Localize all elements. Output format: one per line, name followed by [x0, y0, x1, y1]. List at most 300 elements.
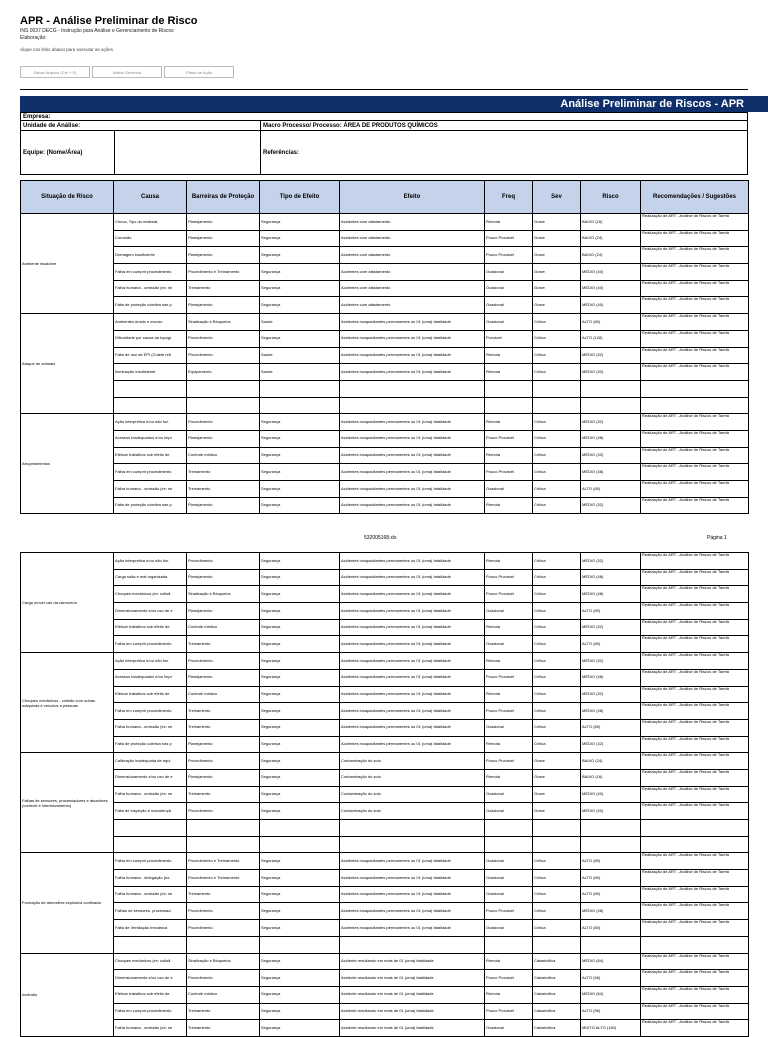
risk-cell[interactable]	[581, 936, 641, 953]
effect-cell[interactable]: Acidentes incapacitantes permanentes ou 01 (uma) fatalidade	[340, 447, 485, 464]
barrier-cell[interactable]: Planejamento	[187, 247, 260, 264]
effect-cell[interactable]	[340, 836, 485, 853]
risk-cell[interactable]: MUITO ALTO (160)	[581, 1020, 641, 1037]
severity-cell[interactable]: Crítica	[533, 903, 581, 920]
effect-type-cell[interactable]: Segurança	[260, 986, 340, 1003]
risk-cell[interactable]: MÉDIO (32)	[581, 364, 641, 381]
severity-cell[interactable]	[533, 936, 581, 953]
frequency-cell[interactable]: Remota	[485, 414, 533, 431]
severity-cell[interactable]: Crítica	[533, 430, 581, 447]
severity-cell[interactable]: Grave	[533, 803, 581, 820]
effect-type-cell[interactable]: Segurança	[260, 447, 340, 464]
recommendation-cell[interactable]: Realização de ART - Análise de Riscos de Tarefa	[641, 230, 749, 247]
barrier-cell[interactable]: Controle médico	[187, 686, 260, 703]
cause-cell[interactable]: Falta de Ventilação mecânica	[114, 920, 187, 937]
recommendation-cell[interactable]: Realização de ART - Análise de Riscos de Tarefa	[641, 686, 749, 703]
effect-type-cell[interactable]: Segurança	[260, 703, 340, 720]
frequency-cell[interactable]: Remota	[485, 214, 533, 231]
barrier-cell[interactable]: Procedimento	[187, 920, 260, 937]
barrier-cell[interactable]	[187, 397, 260, 414]
effect-cell[interactable]: Acidentes incapacitantes permanentes ou 01 (uma) fatalidade	[340, 736, 485, 753]
frequency-cell[interactable]: Ocasional	[485, 870, 533, 887]
barrier-cell[interactable]: Planejamento	[187, 769, 260, 786]
risk-cell[interactable]: ALTO (96)	[581, 970, 641, 987]
barrier-cell[interactable]: Procedimento e Treinamento	[187, 264, 260, 281]
barrier-cell[interactable]: Controle médico	[187, 986, 260, 1003]
risk-cell[interactable]: MÉDIO (48)	[581, 586, 641, 603]
risk-cell[interactable]: MÉDIO (32)	[581, 736, 641, 753]
recommendation-cell[interactable]: Realização de ART - Análise de Riscos de Tarefa	[641, 920, 749, 937]
risk-cell[interactable]: ALTO (80)	[581, 853, 641, 870]
barrier-cell[interactable]: Controle médico	[187, 619, 260, 636]
effect-type-cell[interactable]: Segurança	[260, 803, 340, 820]
barrier-cell[interactable]: Procedimento	[187, 653, 260, 670]
severity-cell[interactable]: Crítica	[533, 569, 581, 586]
recommendation-cell[interactable]: Realização de ART - Análise de Riscos de Tarefa	[641, 953, 749, 970]
frequency-cell[interactable]: Ocasional	[485, 636, 533, 653]
cause-cell[interactable]: Falha em cumprir procedimento	[114, 703, 187, 720]
severity-cell[interactable]	[533, 380, 581, 397]
generic-matrix-button[interactable]: Matriz Genérica	[92, 66, 162, 78]
severity-cell[interactable]: Crítica	[533, 653, 581, 670]
frequency-cell[interactable]: Remota	[485, 447, 533, 464]
recommendation-cell[interactable]: Realização de ART - Análise de Riscos de Tarefa	[641, 1003, 749, 1020]
action-plan-button[interactable]: Plano de Ação	[164, 66, 234, 78]
effect-type-cell[interactable]: Segurança	[260, 853, 340, 870]
severity-cell[interactable]: Crítica	[533, 330, 581, 347]
severity-cell[interactable]: Crítica	[533, 686, 581, 703]
recommendation-cell[interactable]: Realização de ART - Análise de Riscos de Tarefa	[641, 719, 749, 736]
effect-cell[interactable]: Acidente resultando em mais de 01 (uma) fatalidade	[340, 1020, 485, 1037]
recommendation-cell[interactable]: Realização de ART - Análise de Riscos de Tarefa	[641, 1020, 749, 1037]
severity-cell[interactable]: Crítica	[533, 719, 581, 736]
effect-type-cell[interactable]: Segurança	[260, 247, 340, 264]
recommendation-cell[interactable]: Realização de ART - Análise de Riscos de Tarefa	[641, 214, 749, 231]
barrier-cell[interactable]: Sinalização e Bloqueios	[187, 314, 260, 331]
barrier-cell[interactable]: Treinamento	[187, 1020, 260, 1037]
recommendation-cell[interactable]: Realização de ART - Análise de Riscos de Tarefa	[641, 553, 749, 570]
risk-cell[interactable]: MÉDIO (32)	[581, 553, 641, 570]
cause-cell[interactable]	[114, 380, 187, 397]
frequency-cell[interactable]: Ocasional	[485, 1020, 533, 1037]
severity-cell[interactable]	[533, 397, 581, 414]
cause-cell[interactable]: Dimensionamento e/ou uso de e	[114, 769, 187, 786]
severity-cell[interactable]: Grave	[533, 280, 581, 297]
risk-cell[interactable]: MÉDIO (40)	[581, 297, 641, 314]
recommendation-cell[interactable]: Realização de ART - Análise de Riscos de Tarefa	[641, 619, 749, 636]
frequency-cell[interactable]	[485, 936, 533, 953]
effect-type-cell[interactable]: Segurança	[260, 569, 340, 586]
effect-type-cell[interactable]: Saúde	[260, 347, 340, 364]
situation-cell[interactable]: Choques mecânicos - colisão com outras máquinas e veículos a pessoas	[21, 653, 114, 753]
cause-cell[interactable]: Falta de inspeção e manutençã	[114, 803, 187, 820]
effect-cell[interactable]: Acidentes incapacitantes permanentes ou 01 (uma) fatalidade	[340, 920, 485, 937]
severity-cell[interactable]: Crítica	[533, 347, 581, 364]
barrier-cell[interactable]: Treinamento	[187, 464, 260, 481]
cause-cell[interactable]: Falha em cumprir procedimento	[114, 636, 187, 653]
recommendation-cell[interactable]: Realização de ART - Análise de Riscos de Tarefa	[641, 314, 749, 331]
effect-type-cell[interactable]: Segurança	[260, 786, 340, 803]
effect-type-cell[interactable]: Segurança	[260, 280, 340, 297]
effect-type-cell[interactable]: Segurança	[260, 686, 340, 703]
barrier-cell[interactable]	[187, 820, 260, 837]
cause-cell[interactable]: Falha humana - delegação (ex:	[114, 870, 187, 887]
severity-cell[interactable]: Grave	[533, 753, 581, 770]
effect-type-cell[interactable]	[260, 936, 340, 953]
recommendation-cell[interactable]: Realização de ART - Análise de Riscos de Tarefa	[641, 430, 749, 447]
recommendation-cell[interactable]: Realização de ART - Análise de Riscos de Tarefa	[641, 569, 749, 586]
severity-cell[interactable]: Grave	[533, 230, 581, 247]
severity-cell[interactable]	[533, 836, 581, 853]
risk-cell[interactable]: ALTO (80)	[581, 603, 641, 620]
frequency-cell[interactable]: Ocasional	[485, 280, 533, 297]
recommendation-cell[interactable]: Realização de ART - Análise de Riscos de Tarefa	[641, 497, 749, 514]
recommendation-cell[interactable]	[641, 397, 749, 414]
recommendation-cell[interactable]: Realização de ART - Análise de Riscos de Tarefa	[641, 703, 749, 720]
risk-cell[interactable]: BAIXO (16)	[581, 214, 641, 231]
frequency-cell[interactable]: Pouco Provável	[485, 1003, 533, 1020]
cause-cell[interactable]: Dimensionamento e/ou uso de e	[114, 970, 187, 987]
frequency-cell[interactable]: Remota	[485, 986, 533, 1003]
recommendation-cell[interactable]	[641, 836, 749, 853]
barrier-cell[interactable]: Equipamento	[187, 364, 260, 381]
recommendation-cell[interactable]: Realização de ART - Análise de Riscos de Tarefa	[641, 886, 749, 903]
recommendation-cell[interactable]: Realização de ART - Análise de Riscos de Tarefa	[641, 870, 749, 887]
frequency-cell[interactable]: Remota	[485, 736, 533, 753]
frequency-cell[interactable]: Ocasional	[485, 314, 533, 331]
effect-cell[interactable]: Acidente resultando em mais de 01 (uma) fatalidade	[340, 986, 485, 1003]
barrier-cell[interactable]: Treinamento	[187, 703, 260, 720]
severity-cell[interactable]: Crítica	[533, 736, 581, 753]
severity-cell[interactable]: Crítica	[533, 636, 581, 653]
risk-cell[interactable]: BAIXO (24)	[581, 247, 641, 264]
cause-cell[interactable]: Ação interpretiva e/ou não fun	[114, 414, 187, 431]
effect-cell[interactable]: Acidentes incapacitantes permanentes ou 01 (uma) fatalidade	[340, 719, 485, 736]
frequency-cell[interactable]: Ocasional	[485, 603, 533, 620]
effect-cell[interactable]: Acidentes com afastamento	[340, 264, 485, 281]
recommendation-cell[interactable]: Realização de ART - Análise de Riscos de Tarefa	[641, 736, 749, 753]
frequency-cell[interactable]: Remota	[485, 953, 533, 970]
frequency-cell[interactable]	[485, 380, 533, 397]
frequency-cell[interactable]: Remota	[485, 497, 533, 514]
severity-cell[interactable]: Crítica	[533, 619, 581, 636]
effect-type-cell[interactable]: Segurança	[260, 497, 340, 514]
effect-type-cell[interactable]	[260, 820, 340, 837]
barrier-cell[interactable]: Procedimento	[187, 803, 260, 820]
effect-cell[interactable]: Acidentes incapacitantes permanentes ou 01 (uma) fatalidade	[340, 497, 485, 514]
barrier-cell[interactable]: Procedimento e Treinamento	[187, 853, 260, 870]
barrier-cell[interactable]: Procedimento	[187, 753, 260, 770]
severity-cell[interactable]: Crítica	[533, 553, 581, 570]
severity-cell[interactable]: Crítica	[533, 853, 581, 870]
frequency-cell[interactable]: Pouco Provável	[485, 247, 533, 264]
frequency-cell[interactable]: Pouco Provável	[485, 703, 533, 720]
risk-cell[interactable]: MÉDIO (48)	[581, 703, 641, 720]
effect-cell[interactable]: Acidentes incapacitantes permanentes ou 01 (uma) fatalidade	[340, 553, 485, 570]
effect-type-cell[interactable]: Segurança	[260, 586, 340, 603]
effect-cell[interactable]	[340, 936, 485, 953]
barrier-cell[interactable]	[187, 380, 260, 397]
barrier-cell[interactable]: Treinamento	[187, 280, 260, 297]
cause-cell[interactable]: Falha humana - omissão (ex: ne	[114, 719, 187, 736]
frequency-cell[interactable]: Ocasional	[485, 264, 533, 281]
risk-cell[interactable]: MÉDIO (40)	[581, 280, 641, 297]
effect-type-cell[interactable]: Segurança	[260, 719, 340, 736]
cause-cell[interactable]: Efetuar trabalhos sob efeito de	[114, 619, 187, 636]
risk-cell[interactable]	[581, 380, 641, 397]
effect-cell[interactable]: Acidentes com afastamento	[340, 230, 485, 247]
effect-type-cell[interactable]	[260, 397, 340, 414]
situation-cell[interactable]: Atropelamentos	[21, 414, 114, 514]
recommendation-cell[interactable]: Realização de ART - Análise de Riscos de Tarefa	[641, 786, 749, 803]
cause-cell[interactable]: Choques mecânicos (ex: colisã	[114, 586, 187, 603]
effect-cell[interactable]: Contaminação do solo	[340, 786, 485, 803]
effect-type-cell[interactable]: Segurança	[260, 481, 340, 498]
recommendation-cell[interactable]: Realização de ART - Análise de Riscos de Tarefa	[641, 297, 749, 314]
barrier-cell[interactable]: Treinamento	[187, 636, 260, 653]
severity-cell[interactable]: Crítica	[533, 447, 581, 464]
frequency-cell[interactable]: Ocasional	[485, 886, 533, 903]
effect-cell[interactable]: Acidentes incapacitantes permanentes ou 01 (uma) fatalidade	[340, 314, 485, 331]
frequency-cell[interactable]	[485, 836, 533, 853]
effect-type-cell[interactable]: Saúde	[260, 364, 340, 381]
frequency-cell[interactable]: Pouco Provável	[485, 753, 533, 770]
situation-cell[interactable]: Falhas de sensores, processadores e atuadores (controle e intertravamento)	[21, 753, 114, 853]
effect-cell[interactable]: Acidentes incapacitantes permanentes ou 01 (uma) fatalidade	[340, 886, 485, 903]
cause-cell[interactable]	[114, 836, 187, 853]
severity-cell[interactable]: Catastrófica	[533, 970, 581, 987]
effect-cell[interactable]: Acidentes com afastamento	[340, 280, 485, 297]
cause-cell[interactable]	[114, 936, 187, 953]
risk-cell[interactable]: MÉDIO (32)	[581, 653, 641, 670]
recommendation-cell[interactable]: Realização de ART - Análise de Riscos de Tarefa	[641, 364, 749, 381]
barrier-cell[interactable]: Treinamento	[187, 1003, 260, 1020]
effect-cell[interactable]	[340, 397, 485, 414]
risk-cell[interactable]: MÉDIO (64)	[581, 953, 641, 970]
barrier-cell[interactable]: Planejamento	[187, 497, 260, 514]
effect-type-cell[interactable]: Segurança	[260, 653, 340, 670]
effect-type-cell[interactable]: Segurança	[260, 636, 340, 653]
cause-cell[interactable]: Chuva, Tipo do material,	[114, 214, 187, 231]
cause-cell[interactable]: Falta de proteção coletiva nas p	[114, 497, 187, 514]
severity-cell[interactable]: Crítica	[533, 886, 581, 903]
severity-cell[interactable]: Crítica	[533, 364, 581, 381]
recommendation-cell[interactable]: Realização de ART - Análise de Riscos de Tarefa	[641, 247, 749, 264]
frequency-cell[interactable]: Remota	[485, 653, 533, 670]
effect-cell[interactable]: Acidentes incapacitantes permanentes ou 01 (uma) fatalidade	[340, 603, 485, 620]
effect-cell[interactable]: Acidentes incapacitantes permanentes ou 01 (uma) fatalidade	[340, 347, 485, 364]
risk-cell[interactable]: MÉDIO (40)	[581, 264, 641, 281]
risk-cell[interactable]	[581, 820, 641, 837]
situation-cell[interactable]: Formação de atmosfera explosiva confinada	[21, 853, 114, 953]
cause-cell[interactable]: Choques mecânicos (ex: colisã	[114, 953, 187, 970]
recommendation-cell[interactable]: Realização de ART - Análise de Riscos de Tarefa	[641, 769, 749, 786]
effect-cell[interactable]: Acidentes incapacitantes permanentes ou 01 (uma) fatalidade	[340, 430, 485, 447]
effect-type-cell[interactable]: Segurança	[260, 553, 340, 570]
recommendation-cell[interactable]: Realização de ART - Análise de Riscos de Tarefa	[641, 970, 749, 987]
recommendation-cell[interactable]: Realização de ART - Análise de Riscos de Tarefa	[641, 586, 749, 603]
effect-cell[interactable]: Acidentes incapacitantes permanentes ou 01 (uma) fatalidade	[340, 569, 485, 586]
effect-cell[interactable]: Acidentes com afastamento	[340, 247, 485, 264]
effect-type-cell[interactable]	[260, 836, 340, 853]
frequency-cell[interactable]: Ocasional	[485, 920, 533, 937]
risk-cell[interactable]	[581, 397, 641, 414]
cause-cell[interactable]: Falta de proteção coletiva nas p	[114, 736, 187, 753]
severity-cell[interactable]: Grave	[533, 247, 581, 264]
severity-cell[interactable]: Crítica	[533, 669, 581, 686]
risk-cell[interactable]	[581, 836, 641, 853]
effect-cell[interactable]: Acidentes incapacitantes permanentes ou 01 (uma) fatalidade	[340, 703, 485, 720]
recommendation-cell[interactable]: Realização de ART - Análise de Riscos de Tarefa	[641, 986, 749, 1003]
effect-type-cell[interactable]: Segurança	[260, 736, 340, 753]
risk-cell[interactable]: ALTO (80)	[581, 870, 641, 887]
severity-cell[interactable]: Crítica	[533, 603, 581, 620]
team-value[interactable]	[115, 131, 261, 174]
severity-cell[interactable]: Crítica	[533, 314, 581, 331]
cause-cell[interactable]: Falha humana - omissão (ex: ne	[114, 786, 187, 803]
effect-cell[interactable]: Acidentes incapacitantes permanentes ou 01 (uma) fatalidade	[340, 686, 485, 703]
cause-cell[interactable]: Acessos inadequados e/ou impr	[114, 669, 187, 686]
recommendation-cell[interactable]: Realização de ART - Análise de Riscos de Tarefa	[641, 669, 749, 686]
severity-cell[interactable]: Grave	[533, 769, 581, 786]
risk-cell[interactable]: BAIXO (24)	[581, 230, 641, 247]
effect-cell[interactable]: Acidentes incapacitantes permanentes ou 01 (uma) fatalidade	[340, 669, 485, 686]
barrier-cell[interactable]: Planejamento	[187, 230, 260, 247]
recommendation-cell[interactable]	[641, 936, 749, 953]
frequency-cell[interactable]: Pouco Provável	[485, 669, 533, 686]
risk-cell[interactable]: MÉDIO (40)	[581, 786, 641, 803]
cause-cell[interactable]: Falha humana - omissão (ex: ne	[114, 886, 187, 903]
barrier-cell[interactable]: Planejamento	[187, 214, 260, 231]
cause-cell[interactable]: Falha humana - omissão (ex: ne	[114, 280, 187, 297]
recommendation-cell[interactable]: Realização de ART - Análise de Riscos de Tarefa	[641, 414, 749, 431]
frequency-cell[interactable]: Pouco Provável	[485, 569, 533, 586]
frequency-cell[interactable]: Pouco Provável	[485, 586, 533, 603]
barrier-cell[interactable]: Planejamento	[187, 736, 260, 753]
severity-cell[interactable]: Crítica	[533, 481, 581, 498]
barrier-cell[interactable]: Treinamento	[187, 481, 260, 498]
risk-cell[interactable]: MÉDIO (32)	[581, 414, 641, 431]
risk-cell[interactable]: MÉDIO (48)	[581, 464, 641, 481]
effect-cell[interactable]: Acidentes incapacitantes permanentes ou 01 (uma) fatalidade	[340, 636, 485, 653]
barrier-cell[interactable]: Sinalização e Bloqueios	[187, 586, 260, 603]
risk-cell[interactable]: MÉDIO (32)	[581, 347, 641, 364]
cause-cell[interactable]: Falha em cumprir procedimento	[114, 1003, 187, 1020]
severity-cell[interactable]: Grave	[533, 214, 581, 231]
risk-cell[interactable]: ALTO (80)	[581, 314, 641, 331]
risk-cell[interactable]: ALTO (128)	[581, 330, 641, 347]
effect-cell[interactable]: Acidentes com afastamento	[340, 214, 485, 231]
frequency-cell[interactable]: Remota	[485, 364, 533, 381]
recommendation-cell[interactable]: Realização de ART - Análise de Riscos de Tarefa	[641, 653, 749, 670]
cause-cell[interactable]: Falha humana - omissão (ex: ne	[114, 1020, 187, 1037]
effect-type-cell[interactable]: Segurança	[260, 1020, 340, 1037]
frequency-cell[interactable]: Ocasional	[485, 481, 533, 498]
recommendation-cell[interactable]	[641, 380, 749, 397]
barrier-cell[interactable]: Sinalização e Bloqueios	[187, 953, 260, 970]
effect-cell[interactable]: Contaminação do solo	[340, 769, 485, 786]
frequency-cell[interactable]: Pouco Provável	[485, 970, 533, 987]
barrier-cell[interactable]: Planejamento	[187, 669, 260, 686]
barrier-cell[interactable]: Treinamento	[187, 719, 260, 736]
barrier-cell[interactable]: Procedimento	[187, 970, 260, 987]
barrier-cell[interactable]: Planejamento	[187, 569, 260, 586]
effect-cell[interactable]: Contaminação do solo	[340, 803, 485, 820]
effect-cell[interactable]: Acidentes incapacitantes permanentes ou 01 (uma) fatalidade	[340, 853, 485, 870]
cause-cell[interactable]: Calibração inadequada de equi	[114, 753, 187, 770]
barrier-cell[interactable]: Procedimento	[187, 347, 260, 364]
cause-cell[interactable]: Falta de proteção coletiva nas p	[114, 297, 187, 314]
risk-cell[interactable]: ALTO (80)	[581, 481, 641, 498]
barrier-cell[interactable]: Planejamento	[187, 603, 260, 620]
effect-cell[interactable]: Acidentes incapacitantes permanentes ou 01 (uma) fatalidade	[340, 653, 485, 670]
recommendation-cell[interactable]: Realização de ART - Análise de Riscos de Tarefa	[641, 636, 749, 653]
risk-cell[interactable]: ALTO (80)	[581, 636, 641, 653]
cause-cell[interactable]: Iluminação insuficiente	[114, 364, 187, 381]
barrier-cell[interactable]: Planejamento	[187, 297, 260, 314]
severity-cell[interactable]: Crítica	[533, 870, 581, 887]
cause-cell[interactable]: Efetuar trabalhos sob efeito de	[114, 986, 187, 1003]
effect-type-cell[interactable]: Segurança	[260, 970, 340, 987]
recommendation-cell[interactable]: Realização de ART - Análise de Riscos de Tarefa	[641, 603, 749, 620]
cause-cell[interactable]: Falha em cumprir procedimento	[114, 853, 187, 870]
recommendation-cell[interactable]	[641, 820, 749, 837]
cause-cell[interactable]: Falha em cumprir procedimento	[114, 464, 187, 481]
effect-type-cell[interactable]: Saúde	[260, 314, 340, 331]
barrier-cell[interactable]	[187, 936, 260, 953]
cause-cell[interactable]: Carga solta e mal organizada	[114, 569, 187, 586]
recommendation-cell[interactable]: Realização de ART - Análise de Riscos de Tarefa	[641, 280, 749, 297]
recommendation-cell[interactable]: Realização de ART - Análise de Riscos de Tarefa	[641, 803, 749, 820]
risk-cell[interactable]: MÉDIO (48)	[581, 669, 641, 686]
severity-cell[interactable]: Catastrófica	[533, 953, 581, 970]
cause-cell[interactable]: Falha em cumprir procedimento	[114, 264, 187, 281]
barrier-cell[interactable]: Procedimento e Treinamento	[187, 870, 260, 887]
severity-cell[interactable]: Catastrófica	[533, 986, 581, 1003]
effect-type-cell[interactable]: Segurança	[260, 414, 340, 431]
severity-cell[interactable]: Crítica	[533, 497, 581, 514]
risk-cell[interactable]: MÉDIO (64)	[581, 986, 641, 1003]
effect-type-cell[interactable]: Segurança	[260, 903, 340, 920]
frequency-cell[interactable]: Ocasional	[485, 803, 533, 820]
effect-type-cell[interactable]: Segurança	[260, 230, 340, 247]
barrier-cell[interactable]: Procedimento	[187, 903, 260, 920]
severity-cell[interactable]: Crítica	[533, 920, 581, 937]
frequency-cell[interactable]: Remota	[485, 619, 533, 636]
recommendation-cell[interactable]: Realização de ART - Análise de Riscos de Tarefa	[641, 330, 749, 347]
effect-type-cell[interactable]: Segurança	[260, 870, 340, 887]
effect-type-cell[interactable]: Segurança	[260, 769, 340, 786]
effect-type-cell[interactable]: Segurança	[260, 669, 340, 686]
recommendation-cell[interactable]: Realização de ART - Análise de Riscos de Tarefa	[641, 853, 749, 870]
recommendation-cell[interactable]: Realização de ART - Análise de Riscos de Tarefa	[641, 447, 749, 464]
recommendation-cell[interactable]: Realização de ART - Análise de Riscos de Tarefa	[641, 464, 749, 481]
cause-cell[interactable]: Ambientes úmido e escuro	[114, 314, 187, 331]
cause-cell[interactable]: Falha humana - omissão (ex: ne	[114, 481, 187, 498]
cause-cell[interactable]	[114, 397, 187, 414]
risk-cell[interactable]: MÉDIO (48)	[581, 569, 641, 586]
severity-cell[interactable]: Grave	[533, 786, 581, 803]
frequency-cell[interactable]: Pouco Provável	[485, 903, 533, 920]
risk-cell[interactable]: MÉDIO (32)	[581, 497, 641, 514]
frequency-cell[interactable]: Provável	[485, 330, 533, 347]
situation-cell[interactable]: Ataque de animais	[21, 314, 114, 414]
risk-cell[interactable]: BAIXO (24)	[581, 753, 641, 770]
cause-cell[interactable]: Dificuldade por causa da topogr	[114, 330, 187, 347]
effect-cell[interactable]: Acidentes incapacitantes permanentes ou 01 (uma) fatalidade	[340, 586, 485, 603]
effect-cell[interactable]: Acidentes incapacitantes permanentes ou 01 (uma) fatalidade	[340, 414, 485, 431]
effect-cell[interactable]: Acidentes incapacitantes permanentes ou 01 (uma) fatalidade	[340, 481, 485, 498]
